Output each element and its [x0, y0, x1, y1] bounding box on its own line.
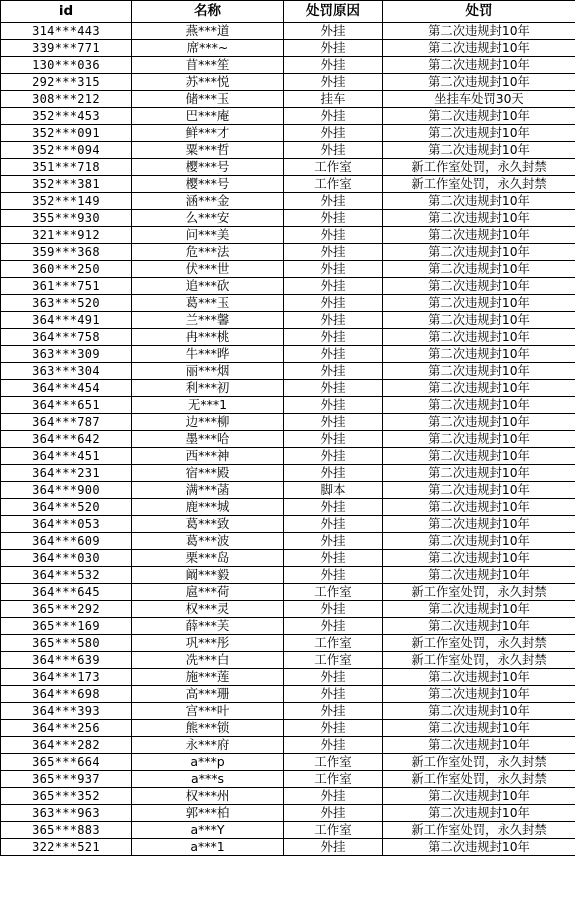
- cell-name: 樱***号: [132, 159, 284, 176]
- cell-id: 364***520: [1, 499, 132, 516]
- cell-name: 施***莲: [132, 669, 284, 686]
- cell-penalty: 第二次违规封10年: [383, 686, 575, 703]
- cell-name: 苜***笙: [132, 57, 284, 74]
- cell-reason: 外挂: [284, 720, 383, 737]
- table-row: [1, 584, 575, 601]
- table-row: [1, 431, 575, 448]
- cell-reason: 外挂: [284, 465, 383, 482]
- cell-penalty: 第二次违规封10年: [383, 567, 575, 584]
- cell-id: 364***758: [1, 329, 132, 346]
- table-row: [1, 193, 575, 210]
- table-row: [1, 669, 575, 686]
- table-row: [1, 278, 575, 295]
- cell-id: 363***304: [1, 363, 132, 380]
- cell-reason: 外挂: [284, 380, 383, 397]
- cell-reason: 外挂: [284, 533, 383, 550]
- cell-reason: 工作室: [284, 176, 383, 193]
- header-name: 名称: [132, 1, 284, 23]
- cell-name: 宫***叶: [132, 703, 284, 720]
- cell-reason: 外挂: [284, 414, 383, 431]
- table-row: [1, 414, 575, 431]
- cell-name: 永***府: [132, 737, 284, 754]
- header-penalty: 处罚: [383, 1, 575, 23]
- cell-penalty: 新工作室处罚，永久封禁: [383, 635, 575, 652]
- cell-penalty: 第二次违规封10年: [383, 346, 575, 363]
- table-row: [1, 40, 575, 57]
- table-row: [1, 227, 575, 244]
- cell-name: 无***1: [132, 397, 284, 414]
- table-row: [1, 737, 575, 754]
- cell-name: 粟***哲: [132, 142, 284, 159]
- cell-reason: 工作室: [284, 822, 383, 839]
- table-row: [1, 363, 575, 380]
- cell-penalty: 新工作室处罚，永久封禁: [383, 754, 575, 771]
- cell-name: 危***法: [132, 244, 284, 261]
- cell-id: 321***912: [1, 227, 132, 244]
- table-row: [1, 516, 575, 533]
- cell-name: a***s: [132, 771, 284, 788]
- header-reason: 处罚原因: [284, 1, 383, 23]
- cell-reason: 脚本: [284, 482, 383, 499]
- table-row: [1, 788, 575, 805]
- cell-id: 364***698: [1, 686, 132, 703]
- cell-penalty: 第二次违规封10年: [383, 329, 575, 346]
- cell-id: 352***094: [1, 142, 132, 159]
- table-row: [1, 380, 575, 397]
- cell-penalty: 第二次违规封10年: [383, 40, 575, 57]
- cell-penalty: 第二次违规封10年: [383, 142, 575, 159]
- cell-reason: 外挂: [284, 397, 383, 414]
- cell-reason: 外挂: [284, 125, 383, 142]
- cell-penalty: 新工作室处罚，永久封禁: [383, 584, 575, 601]
- table-body: [1, 23, 575, 856]
- cell-reason: 外挂: [284, 703, 383, 720]
- cell-id: 339***771: [1, 40, 132, 57]
- cell-name: 宿***殿: [132, 465, 284, 482]
- cell-id: 130***036: [1, 57, 132, 74]
- cell-reason: 外挂: [284, 431, 383, 448]
- cell-penalty: 第二次违规封10年: [383, 261, 575, 278]
- table-row: [1, 482, 575, 499]
- cell-reason: 工作室: [284, 754, 383, 771]
- cell-name: 巴***庵: [132, 108, 284, 125]
- cell-penalty: 第二次违规封10年: [383, 57, 575, 74]
- table-row: [1, 771, 575, 788]
- cell-penalty: 第二次违规封10年: [383, 244, 575, 261]
- table-row: [1, 108, 575, 125]
- cell-name: 涵***金: [132, 193, 284, 210]
- cell-penalty: 第二次违规封10年: [383, 414, 575, 431]
- cell-id: 364***282: [1, 737, 132, 754]
- cell-id: 361***751: [1, 278, 132, 295]
- table-row: [1, 159, 575, 176]
- cell-reason: 外挂: [284, 278, 383, 295]
- cell-penalty: 新工作室处罚，永久封禁: [383, 159, 575, 176]
- cell-reason: 外挂: [284, 210, 383, 227]
- cell-penalty: 坐挂车处罚30天: [383, 91, 575, 108]
- cell-penalty: 第二次违规封10年: [383, 312, 575, 329]
- cell-reason: 挂车: [284, 91, 383, 108]
- cell-penalty: 第二次违规封10年: [383, 601, 575, 618]
- cell-reason: 工作室: [284, 584, 383, 601]
- cell-name: 伏***世: [132, 261, 284, 278]
- cell-penalty: 新工作室处罚，永久封禁: [383, 822, 575, 839]
- cell-reason: 外挂: [284, 788, 383, 805]
- table-row: [1, 822, 575, 839]
- cell-penalty: 第二次违规封10年: [383, 720, 575, 737]
- cell-id: 322***521: [1, 839, 132, 856]
- header-id: id: [1, 1, 132, 23]
- cell-name: 利***初: [132, 380, 284, 397]
- cell-name: 巩***彤: [132, 635, 284, 652]
- cell-reason: 外挂: [284, 142, 383, 159]
- cell-name: 冼***白: [132, 652, 284, 669]
- table-row: [1, 346, 575, 363]
- table-row: [1, 533, 575, 550]
- cell-name: 葛***玉: [132, 295, 284, 312]
- table-row: [1, 465, 575, 482]
- table-row: [1, 397, 575, 414]
- cell-name: 栗***岛: [132, 550, 284, 567]
- cell-name: 苏***悦: [132, 74, 284, 91]
- cell-penalty: 第二次违规封10年: [383, 210, 575, 227]
- cell-reason: 工作室: [284, 771, 383, 788]
- table-row: [1, 618, 575, 635]
- cell-id: 365***580: [1, 635, 132, 652]
- cell-reason: 外挂: [284, 550, 383, 567]
- cell-name: 樱***号: [132, 176, 284, 193]
- cell-id: 364***451: [1, 448, 132, 465]
- table-row: [1, 839, 575, 856]
- cell-id: 314***443: [1, 23, 132, 40]
- cell-name: 储***玉: [132, 91, 284, 108]
- cell-penalty: 第二次违规封10年: [383, 397, 575, 414]
- table-row: [1, 686, 575, 703]
- cell-reason: 外挂: [284, 448, 383, 465]
- cell-name: 兰***馨: [132, 312, 284, 329]
- cell-id: 355***930: [1, 210, 132, 227]
- cell-reason: 外挂: [284, 295, 383, 312]
- table-row: [1, 244, 575, 261]
- cell-penalty: 第二次违规封10年: [383, 193, 575, 210]
- table-row: [1, 652, 575, 669]
- cell-name: 西***神: [132, 448, 284, 465]
- cell-name: 追***砍: [132, 278, 284, 295]
- cell-id: 364***256: [1, 720, 132, 737]
- cell-name: a***Y: [132, 822, 284, 839]
- cell-id: 364***639: [1, 652, 132, 669]
- cell-reason: 外挂: [284, 40, 383, 57]
- cell-id: 351***718: [1, 159, 132, 176]
- cell-penalty: 第二次违规封10年: [383, 788, 575, 805]
- cell-name: 阚***毅: [132, 567, 284, 584]
- table-row: [1, 312, 575, 329]
- cell-reason: 外挂: [284, 108, 383, 125]
- cell-penalty: 第二次违规封10年: [383, 516, 575, 533]
- cell-reason: 外挂: [284, 601, 383, 618]
- cell-penalty: 第二次违规封10年: [383, 669, 575, 686]
- cell-id: 363***520: [1, 295, 132, 312]
- table-row: [1, 57, 575, 74]
- table-row: [1, 499, 575, 516]
- cell-penalty: 第二次违规封10年: [383, 465, 575, 482]
- cell-name: 墨***哈: [132, 431, 284, 448]
- table-row: [1, 295, 575, 312]
- cell-penalty: 第二次违规封10年: [383, 363, 575, 380]
- table-row: [1, 91, 575, 108]
- cell-reason: 外挂: [284, 23, 383, 40]
- cell-id: 365***937: [1, 771, 132, 788]
- header-row: [1, 1, 575, 23]
- cell-id: 292***315: [1, 74, 132, 91]
- cell-id: 308***212: [1, 91, 132, 108]
- cell-reason: 外挂: [284, 363, 383, 380]
- table-row: [1, 601, 575, 618]
- cell-name: 郭***柏: [132, 805, 284, 822]
- cell-id: 365***292: [1, 601, 132, 618]
- cell-name: 熊***锁: [132, 720, 284, 737]
- cell-reason: 工作室: [284, 635, 383, 652]
- cell-reason: 外挂: [284, 193, 383, 210]
- table-row: [1, 142, 575, 159]
- cell-name: 权***州: [132, 788, 284, 805]
- cell-penalty: 第二次违规封10年: [383, 618, 575, 635]
- cell-penalty: 第二次违规封10年: [383, 839, 575, 856]
- cell-id: 365***352: [1, 788, 132, 805]
- cell-id: 365***664: [1, 754, 132, 771]
- cell-name: a***p: [132, 754, 284, 771]
- cell-reason: 工作室: [284, 652, 383, 669]
- table-row: [1, 720, 575, 737]
- cell-id: 364***173: [1, 669, 132, 686]
- table-row: [1, 754, 575, 771]
- cell-id: 364***900: [1, 482, 132, 499]
- table-row: [1, 74, 575, 91]
- cell-reason: 工作室: [284, 159, 383, 176]
- table-row: [1, 329, 575, 346]
- cell-reason: 外挂: [284, 686, 383, 703]
- cell-id: 364***231: [1, 465, 132, 482]
- cell-name: 燕***道: [132, 23, 284, 40]
- cell-name: 葛***致: [132, 516, 284, 533]
- table-row: [1, 805, 575, 822]
- cell-penalty: 第二次违规封10年: [383, 227, 575, 244]
- cell-name: 冉***桃: [132, 329, 284, 346]
- cell-reason: 外挂: [284, 57, 383, 74]
- cell-penalty: 第二次违规封10年: [383, 703, 575, 720]
- cell-reason: 外挂: [284, 261, 383, 278]
- cell-id: 364***787: [1, 414, 132, 431]
- cell-id: 365***883: [1, 822, 132, 839]
- cell-name: 鹿***城: [132, 499, 284, 516]
- table-row: [1, 567, 575, 584]
- cell-id: 364***642: [1, 431, 132, 448]
- cell-penalty: 第二次违规封10年: [383, 737, 575, 754]
- cell-id: 363***309: [1, 346, 132, 363]
- cell-reason: 外挂: [284, 312, 383, 329]
- table-row: [1, 210, 575, 227]
- cell-id: 363***963: [1, 805, 132, 822]
- cell-reason: 外挂: [284, 839, 383, 856]
- cell-name: 席***~: [132, 40, 284, 57]
- table-row: [1, 448, 575, 465]
- cell-reason: 外挂: [284, 567, 383, 584]
- cell-penalty: 第二次违规封10年: [383, 431, 575, 448]
- table-row: [1, 23, 575, 40]
- cell-id: 360***250: [1, 261, 132, 278]
- cell-reason: 外挂: [284, 227, 383, 244]
- cell-id: 364***393: [1, 703, 132, 720]
- cell-penalty: 第二次违规封10年: [383, 482, 575, 499]
- cell-id: 352***091: [1, 125, 132, 142]
- cell-name: 丽***烟: [132, 363, 284, 380]
- cell-name: 牛***晔: [132, 346, 284, 363]
- cell-reason: 外挂: [284, 737, 383, 754]
- cell-name: a***1: [132, 839, 284, 856]
- cell-name: 薛***芙: [132, 618, 284, 635]
- cell-id: 364***532: [1, 567, 132, 584]
- cell-penalty: 第二次违规封10年: [383, 74, 575, 91]
- table-row: [1, 261, 575, 278]
- cell-penalty: 第二次违规封10年: [383, 23, 575, 40]
- cell-id: 352***381: [1, 176, 132, 193]
- cell-id: 364***053: [1, 516, 132, 533]
- cell-name: 权***灵: [132, 601, 284, 618]
- cell-penalty: 新工作室处罚，永久封禁: [383, 652, 575, 669]
- table-row: [1, 703, 575, 720]
- cell-name: 扈***荷: [132, 584, 284, 601]
- cell-id: 364***030: [1, 550, 132, 567]
- cell-penalty: 第二次违规封10年: [383, 499, 575, 516]
- table-row: [1, 635, 575, 652]
- cell-penalty: 第二次违规封10年: [383, 278, 575, 295]
- cell-penalty: 第二次违规封10年: [383, 533, 575, 550]
- cell-reason: 外挂: [284, 329, 383, 346]
- cell-id: 364***609: [1, 533, 132, 550]
- cell-name: 问***美: [132, 227, 284, 244]
- cell-id: 364***651: [1, 397, 132, 414]
- cell-reason: 外挂: [284, 244, 383, 261]
- cell-id: 364***454: [1, 380, 132, 397]
- cell-reason: 外挂: [284, 516, 383, 533]
- table-row: [1, 125, 575, 142]
- cell-reason: 外挂: [284, 74, 383, 91]
- cell-name: 边***柳: [132, 414, 284, 431]
- cell-penalty: 新工作室处罚，永久封禁: [383, 771, 575, 788]
- cell-id: 365***169: [1, 618, 132, 635]
- cell-id: 364***491: [1, 312, 132, 329]
- cell-name: 高***珊: [132, 686, 284, 703]
- cell-id: 352***149: [1, 193, 132, 210]
- cell-name: 鲜***才: [132, 125, 284, 142]
- cell-name: 么***安: [132, 210, 284, 227]
- cell-reason: 外挂: [284, 805, 383, 822]
- cell-penalty: 第二次违规封10年: [383, 295, 575, 312]
- cell-penalty: 第二次违规封10年: [383, 448, 575, 465]
- cell-penalty: 第二次违规封10年: [383, 125, 575, 142]
- cell-reason: 外挂: [284, 346, 383, 363]
- cell-reason: 外挂: [284, 669, 383, 686]
- cell-penalty: 第二次违规封10年: [383, 108, 575, 125]
- cell-name: 葛***波: [132, 533, 284, 550]
- cell-penalty: 新工作室处罚，永久封禁: [383, 176, 575, 193]
- cell-reason: 外挂: [284, 499, 383, 516]
- cell-reason: 外挂: [284, 618, 383, 635]
- cell-penalty: 第二次违规封10年: [383, 380, 575, 397]
- table-row: [1, 550, 575, 567]
- cell-penalty: 第二次违规封10年: [383, 550, 575, 567]
- cell-id: 352***453: [1, 108, 132, 125]
- cell-penalty: 第二次违规封10年: [383, 805, 575, 822]
- table-row: [1, 176, 575, 193]
- cell-name: 满***菡: [132, 482, 284, 499]
- cell-id: 364***645: [1, 584, 132, 601]
- cell-id: 359***368: [1, 244, 132, 261]
